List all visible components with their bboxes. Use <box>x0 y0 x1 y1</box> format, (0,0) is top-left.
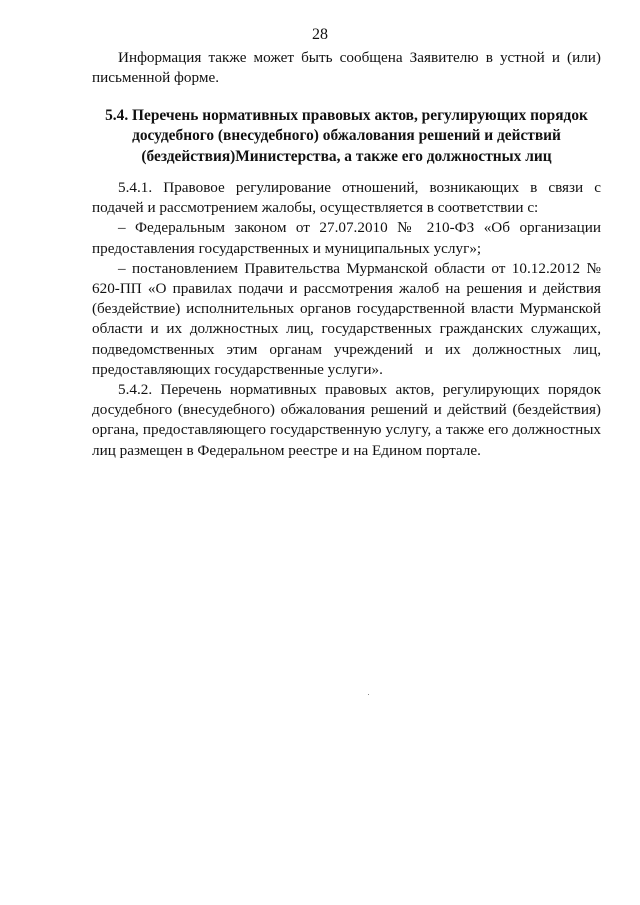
paragraph-regional-decree: – постановлением Правительства Мурманской области от 10.12.2012 № 620-ПП «О правилах подачи и рассмотрения жалоб на решения и действия (бездействие) исполнительных органов государственной власти Мурманской области и их должностных лиц, государственных гражданских служащих, подведомственных этим органам учреждений и их должностных лиц, предоставляющих государственные услуги». <box>92 259 601 378</box>
paragraph-5-4-1: 5.4.1. Правовое регулирование отношений, возникающих в связи с подачей и рассмотрением жалобы, осуществляется в соответствии с: <box>92 179 601 217</box>
scan-speck <box>368 694 369 695</box>
section-heading: 5.4. Перечень нормативных правовых актов, регулирующих порядок досудебного (внесудебного) обжалования решений и действий (бездействия)Министерства, а также его должностных лиц <box>105 107 588 165</box>
paragraph-federal-law: – Федеральным законом от 27.07.2010 № 210-ФЗ «Об организации предоставления государственных и муниципальных услуг»; <box>92 219 601 257</box>
paragraph-5-4-2: 5.4.2. Перечень нормативных правовых актов, регулирующих порядок досудебного (внесудебного) обжалования решений и действий (бездействия) органа, предоставляющего государственную услугу, а также его должностных лиц размещен в Федеральном реестре и на Едином портале. <box>92 381 601 459</box>
page-number: 28 <box>312 26 328 43</box>
intro-paragraph: Информация также может быть сообщена Заявителю в устной и (или) письменной форме. <box>92 49 601 87</box>
section-body <box>92 178 601 461</box>
